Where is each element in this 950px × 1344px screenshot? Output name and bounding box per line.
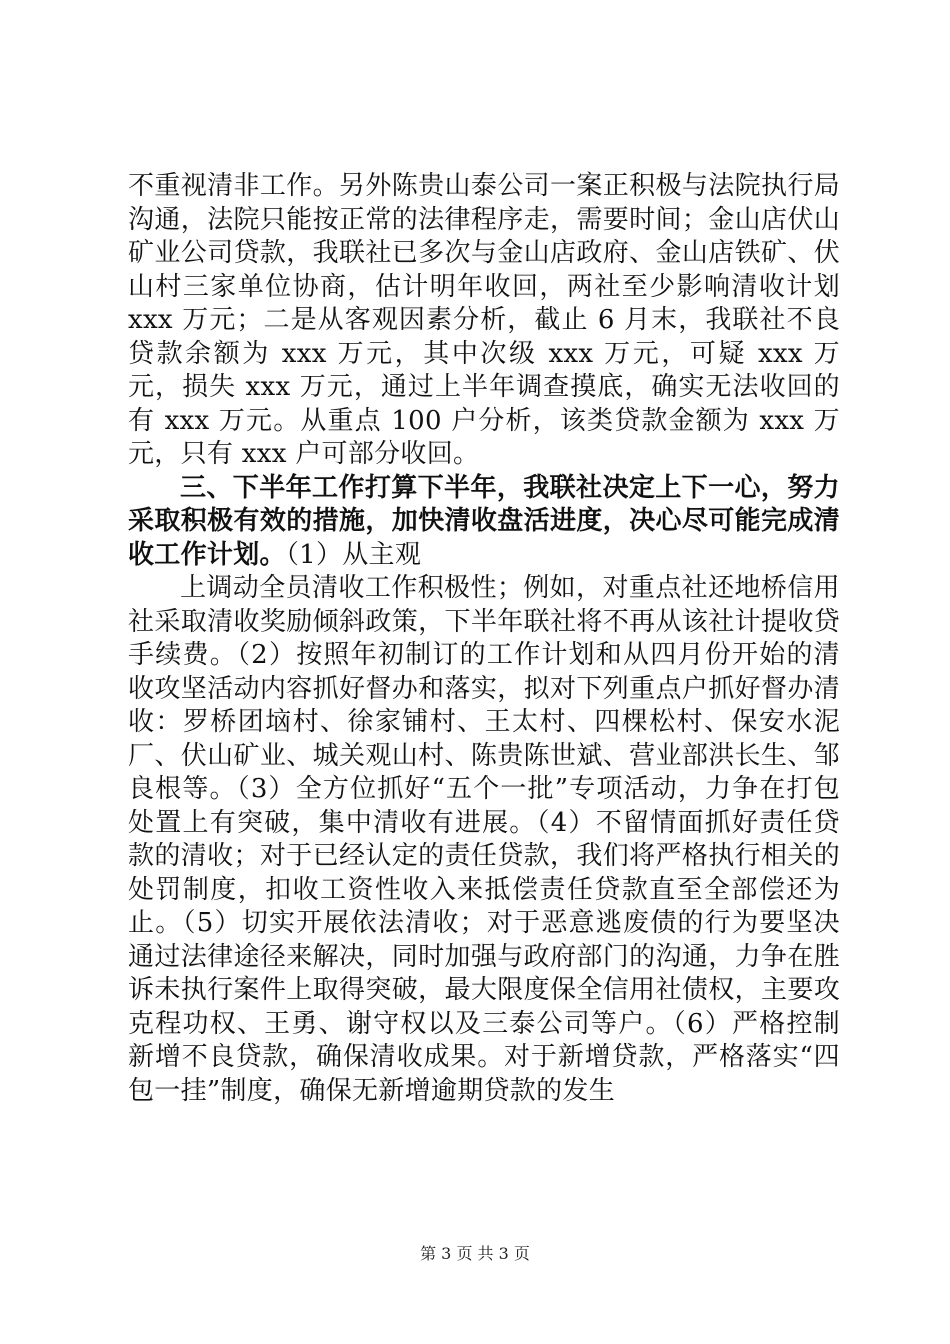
paragraph-3: 上调动全员清收工作积极性；例如，对重点社还地桥信用社采取清收奖励倾斜政策，下半年联社将不再从该社计提收贷手续费。（2）按照年初制订的工作计划和从四月份开始的清收攻坚活动内容抓好督办和落实，拟对下列重点户抓好督办清收：罗桥团垴村、徐家铺村、王太村、四棵松村、保安水泥厂、伏山矿业、城关观山村、陈贵陈世斌、营业部洪长生、邹良根等。（3）全方位抓好“五个一批”专项活动，力争在打包处置上有突破，集中清收有进展。（4）不留情面抓好责任贷款的清收；对于已经认定的责任贷款，我们将严格执行相关的处罚制度，扣收工资性收入来抵偿责任贷款直至全部偿还为止。（5）切实开展依法清收；对于恶意逃废债的行为要坚决通过法律途径来解决，同时加强与政府部门的沟通，力争在胜诉未执行案件上取得突破，最大限度保全信用社债权，主要攻克程功权、王勇、谢守权以及三泰公司等户。（6）严格控制新增不良贷款，确保清收成果。对于新增贷款，严格落实“四包一挂”制度，确保无新增逾期贷款的发生 bbox=[128, 573, 840, 1106]
paragraph-2-tail: （1）从主观 bbox=[285, 539, 422, 570]
section-heading-3: 三、下半年工作打算下半年，我联社决定上下一心，努力采取积极有效的措施，加快清收盘活进度，决心尽可能完成清收工作计划。 bbox=[128, 472, 840, 570]
paragraph-1: 不重视清非工作。另外陈贵山泰公司一案正积极与法院执行局沟通，法院只能按正常的法律程序走，需要时间；金山店伏山矿业公司贷款，我联社已多次与金山店政府、金山店铁矿、伏山村三家单位协商，估计明年收回，两社至少影响清收计划 xxx 万元；二是从客观因素分析，截止 6 月末，我联社不良贷款余额为 xxx 万元，其中次级 xxx 万元，可疑 xxx 万元，损失 xxx 万元，通过上半年调查摸底，确实无法收回的有 xxx 万元。从重点 100 户分析，该类贷款金额为 xxx 万元，只有 xxx 户可部分收回。 bbox=[128, 171, 840, 469]
document-body bbox=[128, 170, 840, 1108]
page-footer: 第 3 页 共 3 页 bbox=[420, 1244, 530, 1263]
paragraph-2 bbox=[128, 472, 840, 573]
